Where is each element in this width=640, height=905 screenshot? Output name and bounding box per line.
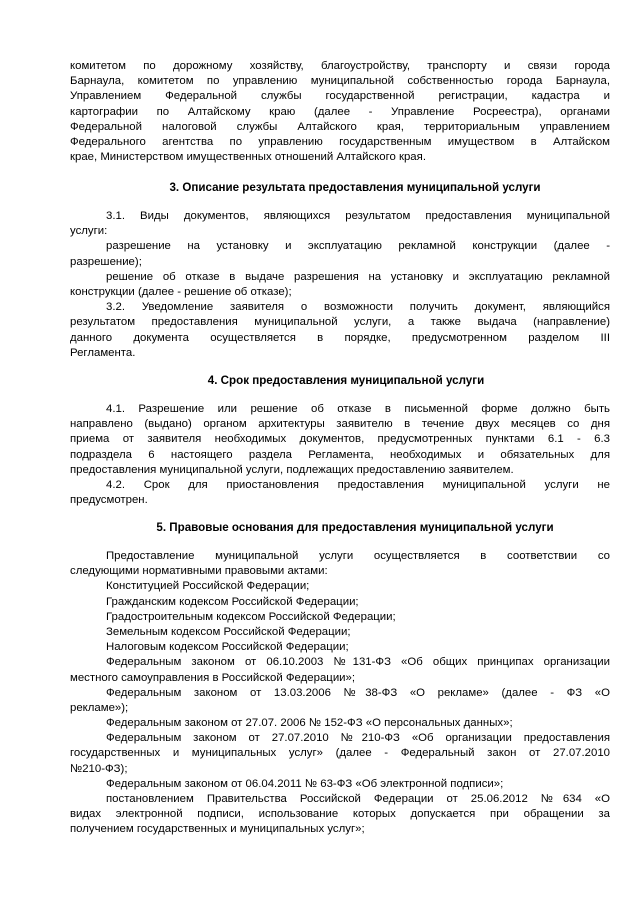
text-line: крае, Министерством имущественных отношений Алтайского края. [70,151,426,164]
text-line: конструкции (далее - решение об отказе); [70,285,292,298]
text-line: Управлением Федеральной службы государственной регистрации, кадастра и [70,90,610,103]
text-line: Гражданским кодексом Российской Федерации; [106,595,359,608]
text-line: направлено (выдано) органом архитектуры заявителю в течение двух месяцев со дня [70,418,610,431]
text-line: услуги: [70,225,108,238]
text-line: Налоговым кодексом Российской Федерации; [106,641,349,654]
text-line: комитетом по дорожному хозяйству, благоустройству, транспорту и связи города [70,60,610,72]
section-3-heading: 3. Описание результата предоставления муниципальной услуги [169,181,541,194]
text-line: Федеральным законом от 06.10.2003 №131-ФЗ «Об общих принципах организации [106,656,610,669]
text-line: 4.1. Разрешение или решение об отказе в письменной форме должно быть [106,403,610,415]
text-line: Регламента. [70,346,136,359]
text-line: видах электронной подписи, использование которых допускается при обращении за [70,808,610,821]
text-line: 4.2. Срок для приостановления предоставления муниципальной услуги не [106,478,610,491]
text-line: получением государственных и муниципальных услуг»; [70,823,365,836]
text-line: рекламе»); [70,701,129,714]
text-line: местного самоуправления в Российской Федерации»; [70,671,356,684]
text-line: №210-ФЗ); [70,762,128,775]
text-line: разрешение); [70,255,142,268]
section-5-body [70,549,610,838]
text-line: предусмотрен. [70,494,148,507]
text-line: разрешение на установку и эксплуатацию рекламной конструкции (далее - [106,240,610,253]
text-line: Федерального агентства по управлению государственным имуществом в Алтайском [70,135,610,148]
text-line: предоставления муниципальной услуги, подлежащих предоставлению заявителем. [70,463,514,476]
text-line: постановлением Правительства Российской Федерации от 25.06.2012 №634 «О [106,793,610,805]
text-line: Барнаула, комитетом по управлению муниципальной собственностью города Барнаула, [70,75,610,88]
text-line: Предоставление муниципальной услуги осуществляется в соответствии со [106,550,610,562]
text-line: результатом предоставления муниципальной услуги, а также выдача (направление) [70,316,610,329]
section-4-heading: 4. Срок предоставления муниципальной услуги [207,374,485,387]
text-line: Земельным кодексом Российской Федерации; [106,625,351,638]
text-line: следующими нормативными правовыми актами: [70,565,328,578]
text-line: Федеральной налоговой службы Алтайского края, территориальным управлением [70,120,610,133]
section-3-body [70,209,610,361]
text-line: Федеральным законом от 27.07.2010 №210-ФЗ «Об организации предоставления [106,732,610,745]
section-5-heading: 5. Правовые основания для предоставления муниципальной услуги [156,521,554,534]
text-line: 3.2. Уведомление заявителя о возможности получить документ, являющийся [106,301,610,314]
text-line: Конституцией Российской Федерации; [106,580,310,593]
text-line: государственных и муниципальных услуг» (далее - Федеральный закон от 27.07.2010 [70,747,610,760]
text-line: Федеральным законом от 13.03.2006 №38-ФЗ «О рекламе» (далее - ФЗ «О [106,686,610,699]
text-line: Градостроительным кодексом Российской Федерации; [106,610,396,623]
section-4-body [70,402,610,508]
text-line: картографии по Алтайскому краю (далее - Управление Росреестра), органами [70,105,610,118]
text-line: Федеральным законом от 06.04.2011 № 63-ФЗ «Об электронной подписи»; [106,777,504,790]
text-line: подраздела 6 настоящего раздела Регламента, необходимых и обязательных для [70,448,610,461]
text-line: приема от заявителя необходимых документов, предусмотренных пунктами 6.1 - 6.3 [70,433,610,446]
intro-paragraph [70,59,610,165]
text-line: решение об отказе в выдаче разрешения на установку и эксплуатацию рекламной [106,270,610,283]
text-line: Федеральным законом от 27.07. 2006 № 152-ФЗ «О персональных данных»; [106,717,513,730]
text-line: 3.1. Виды документов, являющихся результатом предоставления муниципальной [106,210,610,222]
text-line: данного документа осуществляется в порядке, предусмотренном разделом III [70,331,610,344]
